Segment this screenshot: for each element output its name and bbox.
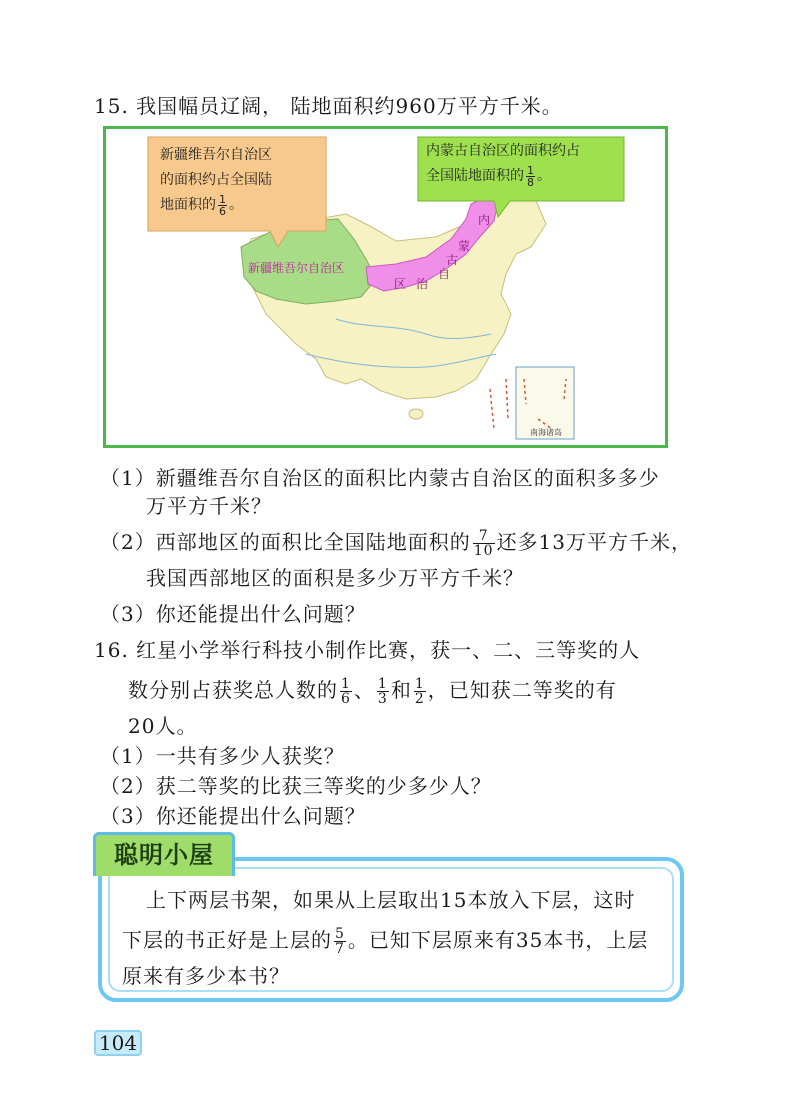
xinjiang-callout-text <box>160 143 272 218</box>
fraction-numerator: 1 <box>341 676 351 692</box>
fraction-numerator: 5 <box>335 926 345 942</box>
inset-label: 南海诸岛 <box>530 428 562 437</box>
callout-text: 。 <box>229 197 243 213</box>
q15-sub2-text: 还多13万平方千米， <box>496 530 693 554</box>
house-line3: 原来有多少本书？ <box>122 964 290 988</box>
q15-title: 15. 我国幅员辽阔， 陆地面积约960万平方千米。 <box>94 94 563 118</box>
fraction-denominator: 6 <box>219 204 226 218</box>
clever-house-title: 聪明小屋 <box>93 832 235 876</box>
callout-line <box>160 193 272 218</box>
callout-text: 全国陆地面积的 <box>426 168 524 184</box>
fraction-numerator: 1 <box>219 192 226 206</box>
callout-line: 内蒙古自治区的面积约占 <box>426 143 580 159</box>
q16-line3: 20人。 <box>128 714 198 738</box>
fraction-denominator: 8 <box>527 175 534 189</box>
house-line1: 上下两层书架，如果从上层取出15本放入下层，这时 <box>146 888 636 912</box>
nm-map-label-char: 治 <box>416 277 429 291</box>
nm-map-label-char: 自 <box>438 267 451 281</box>
q16-sub3: （3）你还能提出什么问题？ <box>100 804 366 828</box>
q16-text: 和 <box>390 678 412 702</box>
fraction <box>334 927 346 956</box>
china-map <box>103 126 668 448</box>
fraction-numerator: 1 <box>414 676 425 692</box>
page-number: 104 <box>94 1030 142 1056</box>
fraction-denominator: 10 <box>473 543 494 559</box>
house-line2 <box>122 926 648 956</box>
nm-map-label-char: 区 <box>394 277 407 291</box>
fraction-numerator: 1 <box>527 163 534 177</box>
callout-line <box>426 164 580 189</box>
nm-map-label-char: 蒙 <box>458 239 471 253</box>
fraction <box>340 677 352 706</box>
hainan-island <box>409 409 423 419</box>
fraction-numerator: 7 <box>478 528 489 544</box>
fraction-denominator: 3 <box>377 691 388 707</box>
nm-map-label-char: 内 <box>478 213 491 227</box>
fraction-denominator: 7 <box>335 941 345 957</box>
fraction <box>526 165 535 188</box>
callout-text: 地面积的 <box>160 197 216 213</box>
fraction-denominator: 2 <box>414 691 425 707</box>
fraction <box>218 194 227 217</box>
q16-line1: 16. 红星小学举行科技小制作比赛，获一、二、三等奖的人 <box>94 638 641 662</box>
nm-map-label-char: 古 <box>446 253 459 267</box>
q16-sub1: （1）一共有多少人获奖？ <box>100 744 345 768</box>
q15-sub3: （3）你还能提出什么问题？ <box>100 602 366 626</box>
fraction-numerator: 1 <box>377 676 388 692</box>
fraction-denominator: 6 <box>341 691 351 707</box>
q16-text: 、 <box>353 678 375 702</box>
fraction <box>377 677 389 706</box>
house-text: 下层的书正好是上层的 <box>122 928 332 952</box>
q16-text: ，已知获二等奖的有 <box>427 678 617 702</box>
fraction <box>414 677 426 706</box>
q15-sub2-line2: 我国西部地区的面积是多少万平方千米？ <box>146 566 524 590</box>
q15-sub1-line2: 万平方千米？ <box>146 494 272 518</box>
q16-text: 数分别占获奖总人数的 <box>128 678 338 702</box>
house-text: 。已知下层原来有35本书，上层 <box>347 928 649 952</box>
fraction <box>473 529 495 558</box>
xinjiang-map-label: 新疆维吾尔自治区 <box>248 261 345 275</box>
callout-line: 的面积约占全国陆 <box>160 172 272 188</box>
callout-line: 新疆维吾尔自治区 <box>160 147 272 163</box>
q16-line2 <box>128 676 617 706</box>
callout-text: 。 <box>537 168 551 184</box>
nm-callout-text <box>426 139 580 189</box>
q15-sub2-line1 <box>100 528 692 558</box>
q15-sub2-text: （2）西部地区的面积比全国陆地面积的 <box>100 530 471 554</box>
dash-line <box>490 379 508 429</box>
q15-sub1-line1: （1）新疆维吾尔自治区的面积比内蒙古自治区的面积多多少 <box>100 466 660 490</box>
q16-sub2: （2）获二等奖的比获三等奖的少多少人？ <box>100 774 492 798</box>
